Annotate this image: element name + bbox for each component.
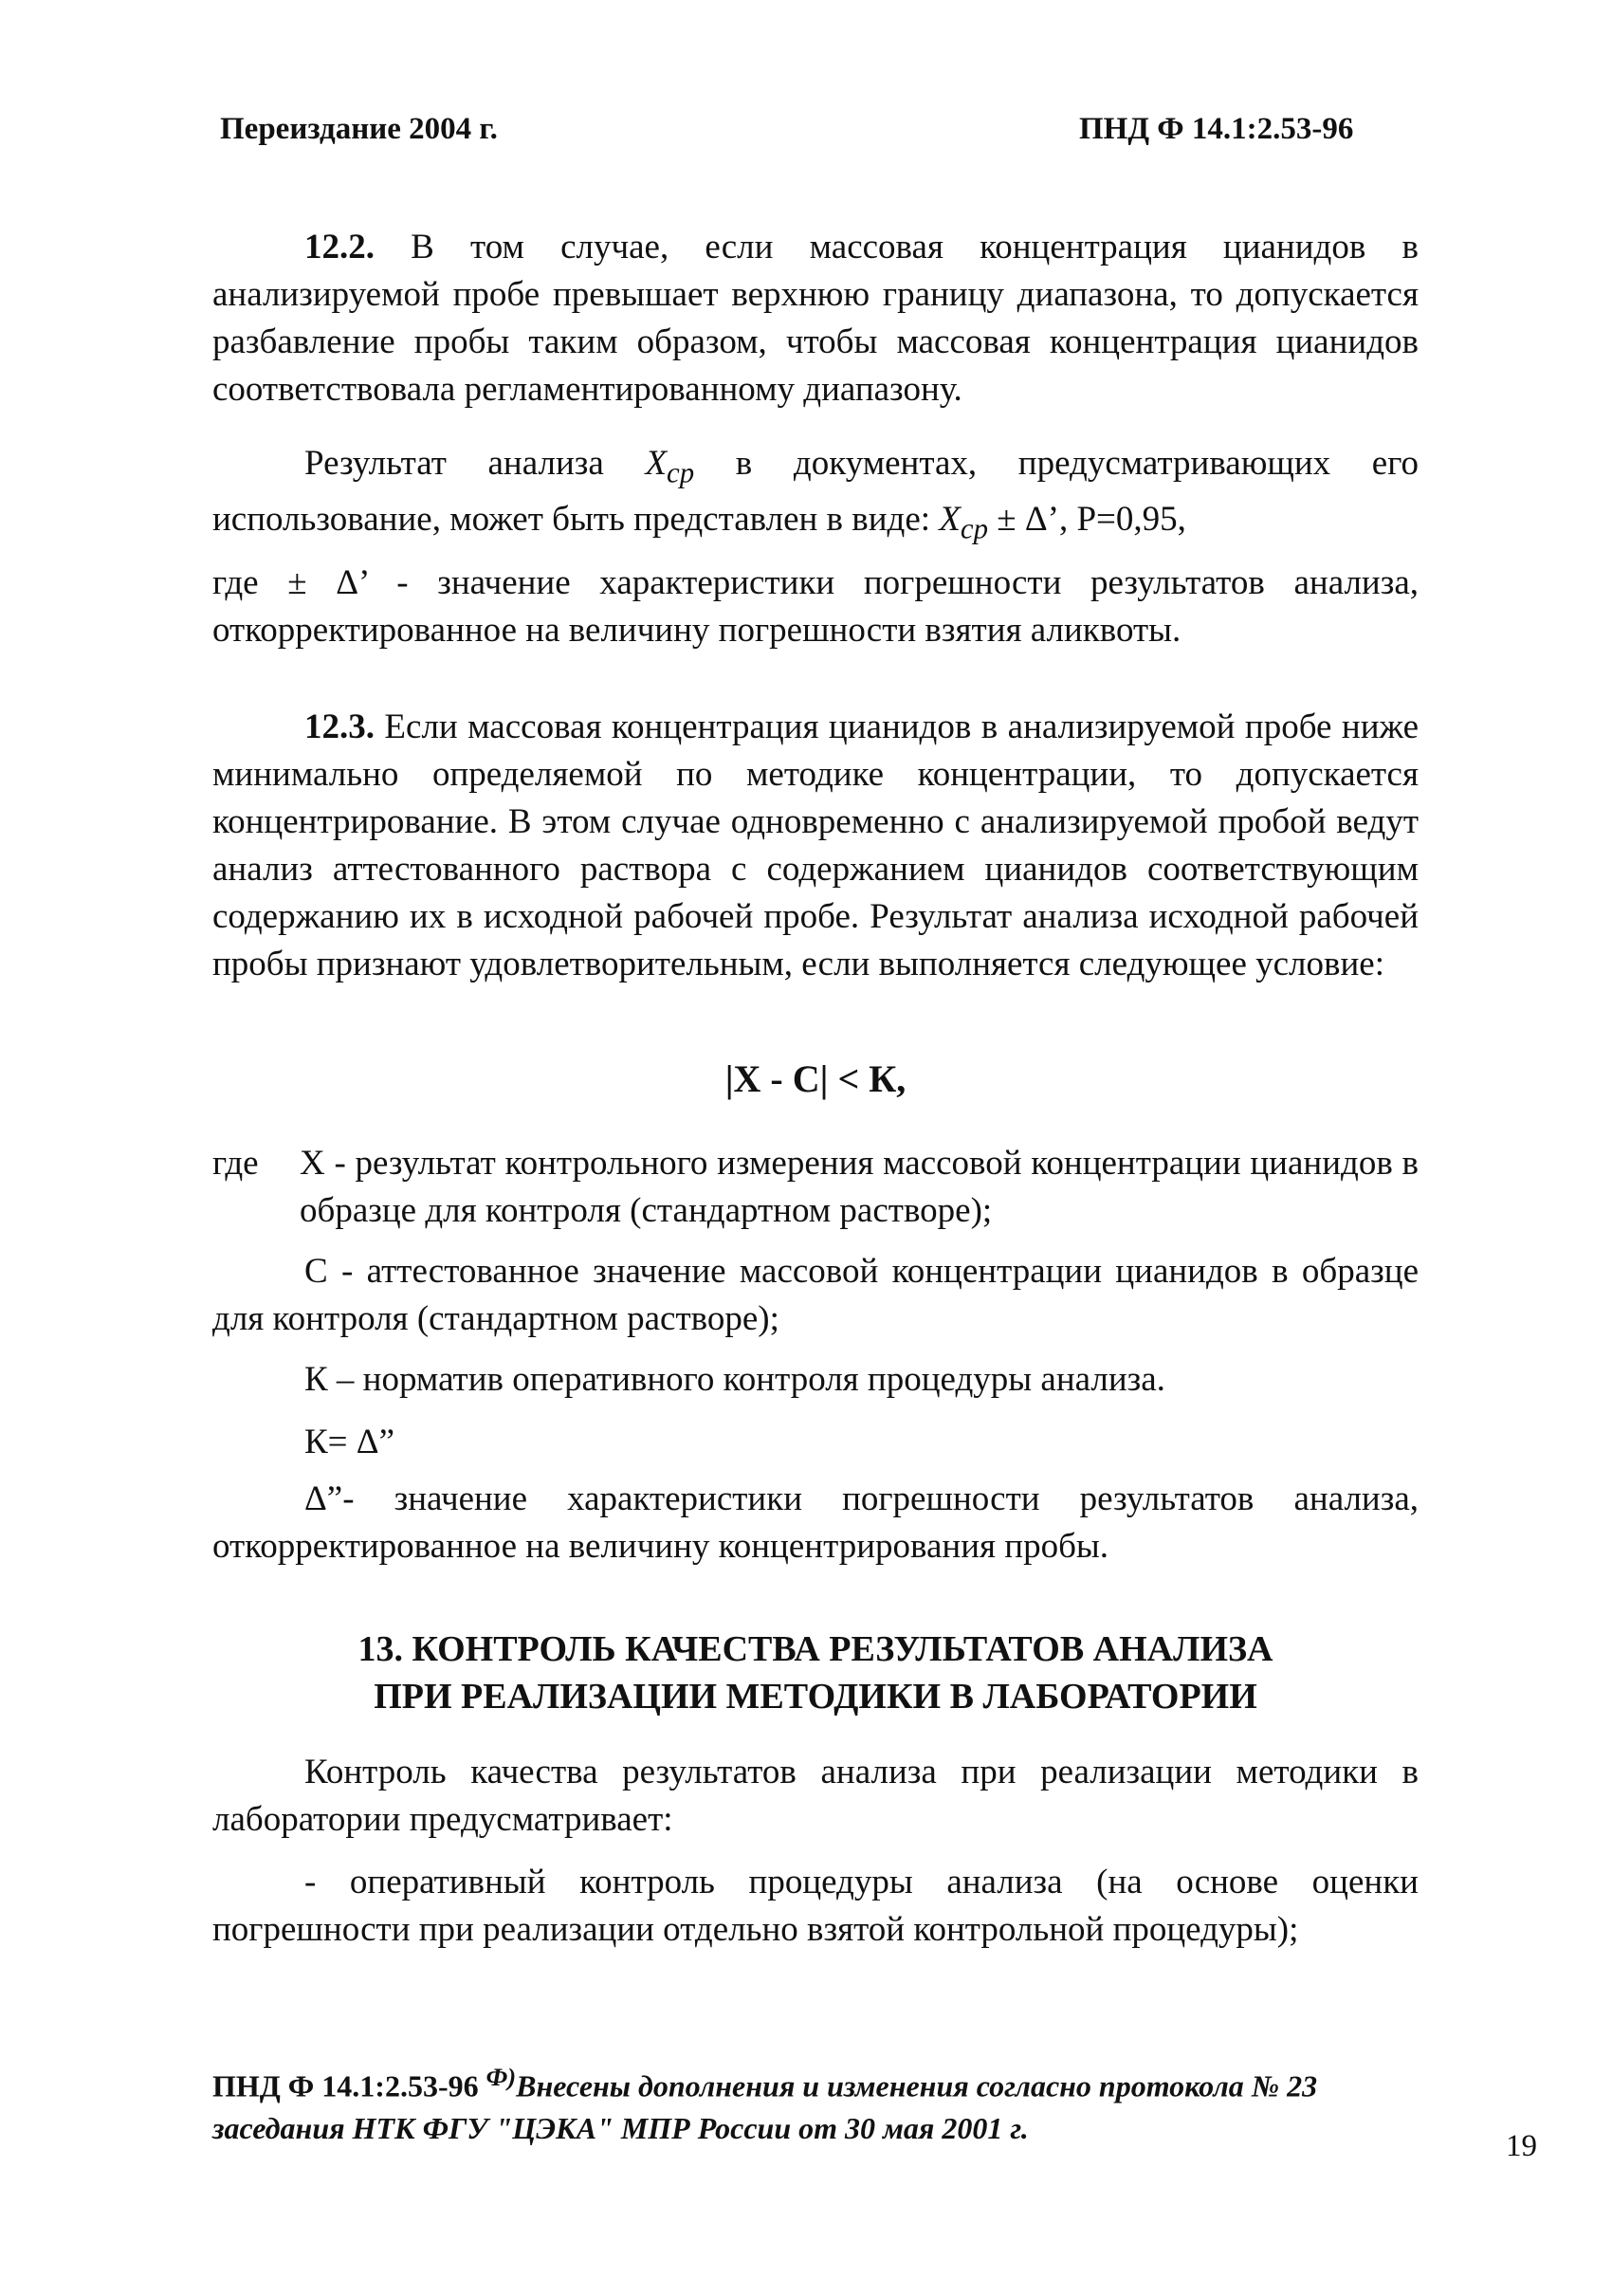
- paragraph-where-delta: [212, 560, 1419, 654]
- paragraph-12-2: [212, 224, 1419, 413]
- footnote-mark: Ф): [485, 2063, 517, 2091]
- header-doc-code: ПНД Ф 14.1:2.53-96: [1079, 112, 1354, 146]
- definition-c-text: С - аттестованное значение массовой концентрации цианидов в образце для контроля (стандартном растворе);: [212, 1252, 1419, 1338]
- paragraph-12-3: [212, 704, 1419, 988]
- definition-delta: [212, 1476, 1419, 1570]
- section-13-heading-line2: ПРИ РЕАЛИЗАЦИИ МЕТОДИКИ В ЛАБОРАТОРИИ: [374, 1677, 1257, 1717]
- x-subscript: ср: [667, 456, 695, 489]
- formula-block: [212, 1056, 1419, 1112]
- definition-k-text: К – норматив оперативного контроля процедуры анализа.: [304, 1360, 1165, 1399]
- header-reissue: Переиздание 2004 г.: [220, 112, 498, 146]
- x-letter: Х: [645, 444, 668, 483]
- condition-formula: |Х - С| < К,: [724, 1057, 907, 1100]
- definitions-block: [212, 1140, 1419, 1235]
- definition-c: [212, 1248, 1419, 1343]
- x-letter: Х: [939, 500, 961, 540]
- where-delta-text: где ± Δ’ - значение характеристики погрешности результатов анализа, откорректированное на величину погрешности взятия аликвоты.: [212, 563, 1419, 650]
- x-subscript: ср: [960, 512, 989, 545]
- paragraph-result: [212, 440, 1419, 553]
- section-13-intro-text: Контроль качества результатов анализа при реализации методики в лаборатории предусматривает:: [212, 1753, 1419, 1839]
- section-13-item-text: - оперативный контроль процедуры анализа (на основе оценки погрешности при реализации отдельно взятой контрольной процедуры);: [212, 1863, 1419, 1949]
- section-13-heading: [212, 1626, 1419, 1720]
- clause-number: 12.3.: [304, 707, 375, 746]
- section-13-intro: [212, 1749, 1419, 1844]
- result-text-b: в документах, предусматривающих его использование, может быть представлен в виде:: [212, 444, 1419, 540]
- result-text-a: Результат анализа: [304, 444, 646, 483]
- where-word: где: [212, 1144, 259, 1183]
- footnote-code: ПНД Ф 14.1:2.53-96: [212, 2068, 486, 2103]
- definition-delta-text: Δ”- значение характеристики погрешности результатов анализа, откорректированное на величину концентрирования пробы.: [212, 1479, 1419, 1566]
- x-cp-symbol: [939, 500, 989, 545]
- page-number: 19: [1506, 2129, 1537, 2163]
- section-13-item: [212, 1859, 1419, 1954]
- result-text-c: ± Δ’, Р=0,95,: [988, 500, 1186, 540]
- definition-k-equals: [212, 1419, 1419, 1466]
- footnote: [212, 2056, 1419, 2149]
- k-equals-text: К= Δ”: [304, 1423, 395, 1461]
- clause-number: 12.2.: [304, 228, 375, 266]
- x-cp-symbol: [645, 444, 695, 489]
- definition-x: [212, 1140, 1419, 1235]
- definition-k: [212, 1356, 1419, 1404]
- clause-text: В том случае, если массовая концентрация цианидов в анализируемой пробе превышает верхнюю границу диапазона, то допускается разбавление пробы таким образом, чтобы массовая концентрация цианидов соответствовала регламентированному диапазону.: [212, 228, 1419, 409]
- footnote-text: Внесены дополнения и изменения согласно протокола № 23 заседания НТК ФГУ "ЦЭКА" МПР России от 30 мая 2001 г.: [212, 2068, 1318, 2145]
- clause-text: Если массовая концентрация цианидов в анализируемой пробе ниже минимально определяемой по методике концентрации, то допускается концентрирование. В этом случае одновременно с анализируемой пробой ведут анализ аттестованного раствора с содержанием цианидов соответствующим содержанию их в исходной рабочей пробе. Результат анализа исходной рабочей пробы признают удовлетворительным, если выполняется следующее условие:: [212, 707, 1419, 983]
- definition-x-text: Х - результат контрольного измерения массовой концентрации цианидов в образце для контроля (стандартном растворе);: [300, 1144, 1419, 1230]
- section-13-heading-line1: 13. КОНТРОЛЬ КАЧЕСТВА РЕЗУЛЬТАТОВ АНАЛИЗА: [357, 1629, 1273, 1669]
